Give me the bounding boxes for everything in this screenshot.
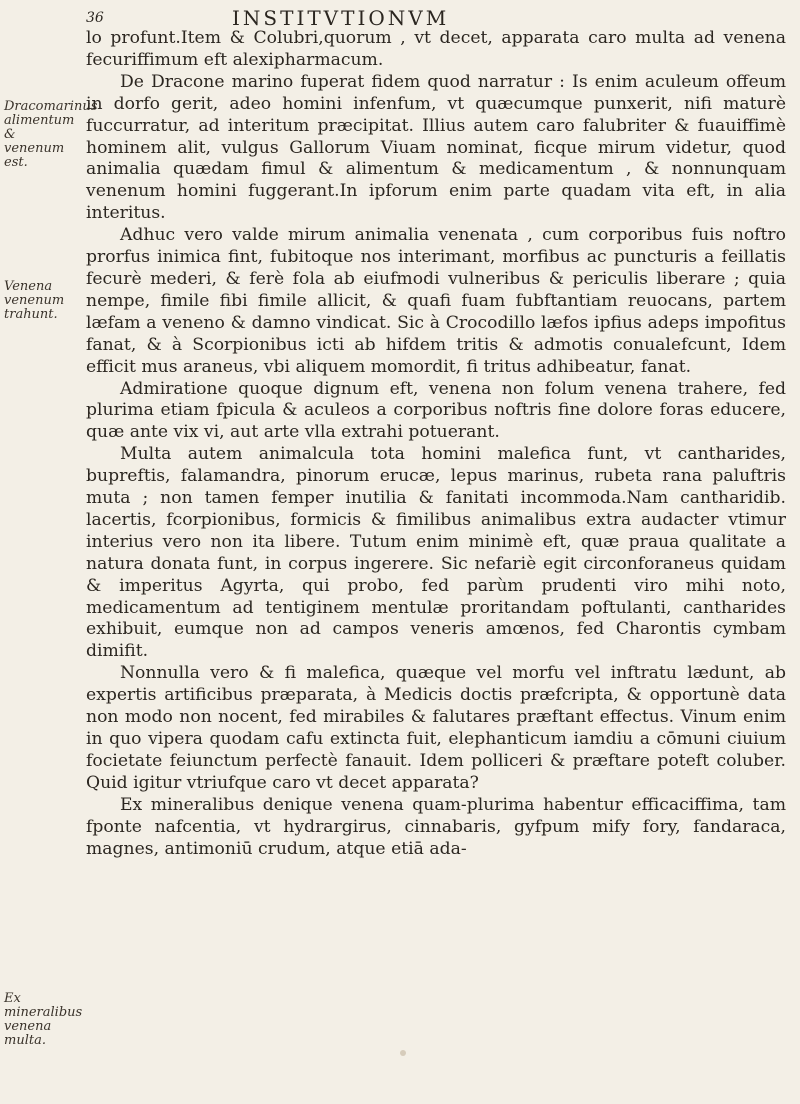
paragraph: Multa autem animalcula tota homini malefica funt, vt cantharides, bupreftis, falamandra, pinorum erucæ, lepus marinus, rubeta rana paluftris muta ; non tamen femper inutilia & fanitati incommoda.Nam cantharidib. lacertis, fcorpionibus, formicis & fimilibus animalibus extra audacter vtimur interius vero non ita libere. Tutum enim minimè eft, quæ praua qualitate a natura donata funt, in corpus ingerere. Sic nefariè egit circonforaneus quidam & imperitus Agyrta, qui probo, fed parùm prudenti viro mihi noto, medicamentum ad tentiginem mentulæ proritandam poftulanti, cantharides exhibuit, eumque non ad campos veneris amœnos, fed Charontis cymbam dimifit. [86, 444, 786, 662]
marginal-note: Ex mineralibus venena multa. [4, 991, 83, 1048]
paper-stain [400, 1050, 406, 1056]
page-header [0, 4, 800, 30]
body-text [86, 28, 786, 860]
marginal-note: Venena venenum trahunt. [4, 279, 65, 322]
page-number: 36 [86, 10, 104, 26]
paragraph: Ex mineralibus denique venena quam-plurima habentur efficaciffima, tam fponte nafcentia, vt hydrargirus, cinnabaris, gyfpum mify fory, fandaraca, magnes, antimoniū crudum, atque etiā ada- [86, 794, 786, 859]
paragraph: lo profunt.Item & Colubri,quorum , vt decet, apparata caro multa ad venena fecuriffimum eft alexipharmacum. [86, 28, 786, 70]
running-head: INSTITVTIONVM [232, 6, 450, 30]
paragraph: Admiratione quoque dignum eft, venena non folum venena trahere, fed plurima etiam fpicula & aculeos a corporibus noftris fine dolore foras educere, quæ ante vix vi, aut arte vlla extrahi potuerant. [86, 378, 786, 443]
paragraph: Adhuc vero valde mirum animalia venenata , cum corporibus fuis noftro prorfus inimica fint, fubitoque nos interimant, morfibus ac puncturis a feillatis fecurè mederi, & ferè fola ab eiufmodi vulneribus & periculis liberare ; quia nempe, fimile fibi fimile allicit, & quafi fuam fubftantiam reuocans, partem læfam a veneno & damno vindicat. Sic à Crocodillo læfos ipfius adeps impofitus fanat, & à Scorpionibus icti ab hifdem tritis & admotis conualefcunt, Idem efficit mus araneus, vbi aliquem momordit, fi tritus adhibeatur, fanat. [86, 225, 786, 377]
marginal-note: Dracomarinus alimentum & venenum est. [4, 99, 98, 170]
paragraph: Nonnulla vero & fi malefica, quæque vel morfu vel inftratu lædunt, ab expertis artificibus præparata, à Medicis doctis præfcripta, & opportunè data non modo non nocent, fed mirabiles & falutares præftant effectus. Vinum enim in quo vipera quodam cafu extincta fuit, elephanticum iamdiu a cōmuni ciuium focietate feiunctum perfectè fanauit. Idem polliceri & præftare poteft coluber. Quid igitur vtriufque caro vt decet apparata? [86, 663, 786, 793]
paragraph: De Dracone marino fuperat fidem quod narratur : Is enim aculeum offeum in dorfo gerit, adeo homini infenfum, vt quæcumque punxerit, nifi maturè fuccurratur, ad interitum præcipitat. Illius autem caro falubriter & fuauiffimè hominem alit, vulgus Gallorum Viuam nominat, ficque mirum videtur, quod animalia quædam fimul & alimentum & medicamentum , & nonnunquam venenum homini fuggerant.In ipforum enim parte quadam vita eft, in alia interitus. [86, 71, 786, 224]
